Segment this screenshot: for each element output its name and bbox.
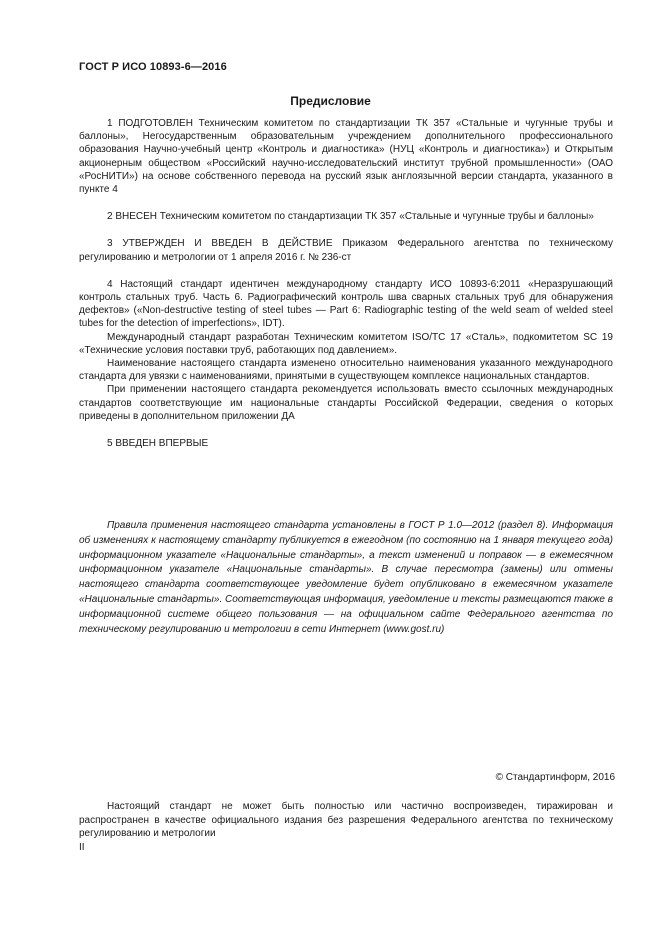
document-code-header: ГОСТ Р ИСО 10893-6—2016 (79, 61, 227, 73)
section-2-paragraph: 2 ВНЕСЕН Техническим комитетом по стандартизации ТК 357 «Стальные и чугунные трубы и баллоны» (107, 211, 594, 223)
rules-notice-block (79, 519, 613, 637)
section-4-paragraph: 4 Настоящий стандарт идентичен международному стандарту ИСО 10893-6:2011 «Неразрушающий контроль стальных труб. Часть 6. Радиографический контроль шва сварных стальных труб для обнаружения дефектов» («Non-destructive testing of steel tubes — Part 6: Radiographic testing of the weld seam of welded steel tubes for the detection of imperfections», IDT). (79, 278, 613, 330)
section-4-subparagraph: При применении настоящего стандарта рекомендуется использовать вместо ссылочных международных стандартов соответствующие им национальные стандарты Российской Федерации, сведения о которых приведены в дополнительном приложении ДА (79, 384, 613, 422)
section-3-paragraph: 3 УТВЕРЖДЕН И ВВЕДЕН В ДЕЙСТВИЕ Приказом Федерального агентства по техническому регулированию и метрологии от 1 апреля 2016 г. № 236-ст (79, 238, 613, 263)
section-1-paragraph: 1 ПОДГОТОВЛЕН Техническим комитетом по стандартизации ТК 357 «Стальные и чугунные трубы и баллоны», Негосударственным образовательным учреждением дополнительного профессионального образования Научно-учебный центр «Контроль и диагностика» (НУЦ «Контроль и диагностика») и Открытым акционерным обществом «Российский научно-исследовательский институт трубной промышленности» (ОАО «РосНИТИ») на основе собственного перевода на русский язык англоязычной версии стандарта, указанного в пункте 4 (79, 118, 613, 196)
page-title: Предисловие (290, 94, 371, 108)
page-number: II (79, 842, 85, 853)
reproduction-notice-block (79, 800, 613, 841)
section-4-subparagraph: Наименование настоящего стандарта изменено относительно наименования указанного международного стандарта для увязки с наименованиями, принятыми в существующем комплексе национальных стандартов. (79, 358, 613, 383)
copyright-line: © Стандартинформ, 2016 (495, 772, 615, 783)
section-5-paragraph: 5 ВВЕДЕН ВПЕРВЫЕ (107, 438, 209, 450)
reproduction-notice-text: Настоящий стандарт не может быть полностью или частично воспроизведен, тиражирован и распространен в качестве официального издания без разрешения Федерального агентства по техническому регулированию и метрологии (79, 801, 613, 839)
foreword-body (79, 117, 613, 450)
rules-notice-text: Правила применения настоящего стандарта установлены в ГОСТ Р 1.0—2012 (раздел 8). Информация об изменениях к настоящему стандарту публикуется в ежегодном (по состоянию на 1 января текущего года) информационном указателе «Национальные стандарты», а текст изменений и поправок — в ежемесячном информационном указателе «Национальные стандарты». В случае пересмотра (замены) или отмены настоящего стандарта соответствующее уведомление будет опубликовано в ежемесячном указателе «Национальные стандарты». Соответствующая информация, уведомление и тексты размещаются также в информационной системе общего пользования — на официальном сайте Федерального агентства по техническому регулированию и метрологии в сети Интернет (www.gost.ru) (79, 520, 613, 635)
section-4-subparagraph: Международный стандарт разработан Техническим комитетом ISO/TC 17 «Сталь», подкомитетом SC 19 «Технические условия поставки труб, работающих под давлением». (79, 331, 613, 356)
